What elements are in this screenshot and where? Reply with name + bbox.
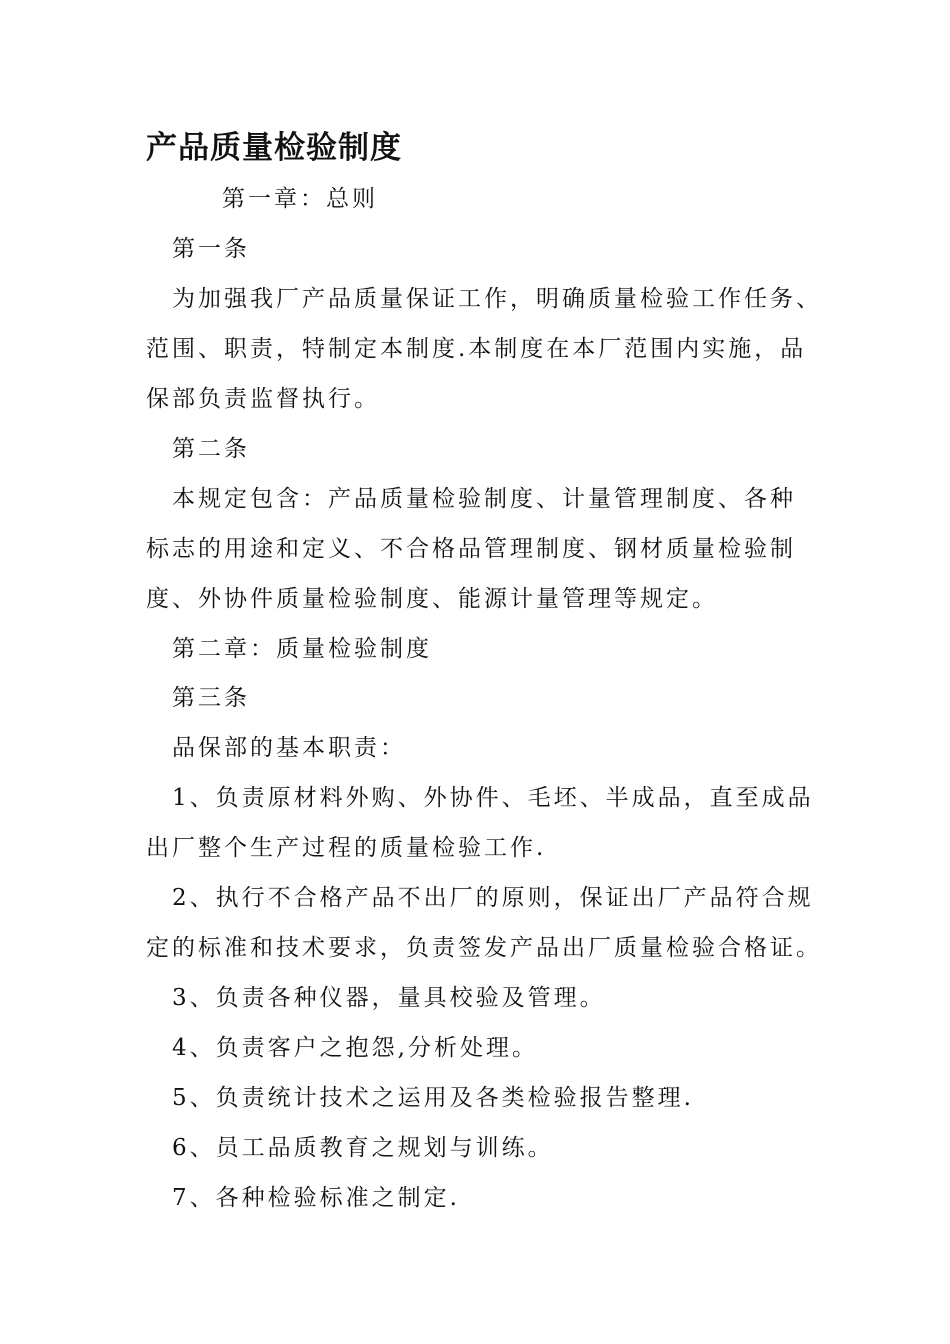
paragraph-line: 度、外协件质量检验制度、能源计量管理等规定。	[146, 586, 718, 612]
list-item: 2、执行不合格产品不出厂的原则，保证出厂产品符合规	[172, 885, 814, 911]
document-title: 产品质量检验制度	[146, 130, 402, 166]
list-item-continuation: 出厂整个生产过程的质量检验工作.	[146, 835, 547, 861]
list-item: 1、负责原材料外购、外协件、毛坯、半成品，直至成品	[172, 785, 814, 811]
article-heading-3: 第三条	[172, 685, 250, 711]
list-item: 4、负责客户之抱怨,分析处理。	[172, 1035, 538, 1061]
paragraph-line: 标志的用途和定义、不合格品管理制度、钢材质量检验制	[146, 536, 796, 562]
paragraph-line: 范围、职责，特制定本制度.本制度在本厂范围内实施，品	[146, 336, 807, 362]
list-item: 7、各种检验标准之制定.	[172, 1185, 460, 1211]
article-heading-2: 第二条	[172, 436, 250, 462]
list-item: 5、负责统计技术之运用及各类检验报告整理.	[172, 1085, 694, 1111]
chapter-heading-2: 第二章：质量检验制度	[172, 636, 432, 662]
paragraph-line: 本规定包含：产品质量检验制度、计量管理制度、各种	[172, 486, 796, 512]
chapter-heading-1: 第一章：总则	[222, 186, 378, 212]
paragraph-line: 保部负责监督执行。	[146, 386, 380, 412]
article-heading-1: 第一条	[172, 236, 250, 262]
paragraph-line: 为加强我厂产品质量保证工作，明确质量检验工作任务、	[172, 286, 822, 312]
list-item: 3、负责各种仪器，量具校验及管理。	[172, 985, 606, 1011]
list-item: 6、员工品质教育之规划与训练。	[172, 1135, 554, 1161]
paragraph-line: 品保部的基本职责：	[172, 735, 406, 761]
list-item-continuation: 定的标准和技术要求，负责签发产品出厂质量检验合格证。	[146, 935, 822, 961]
